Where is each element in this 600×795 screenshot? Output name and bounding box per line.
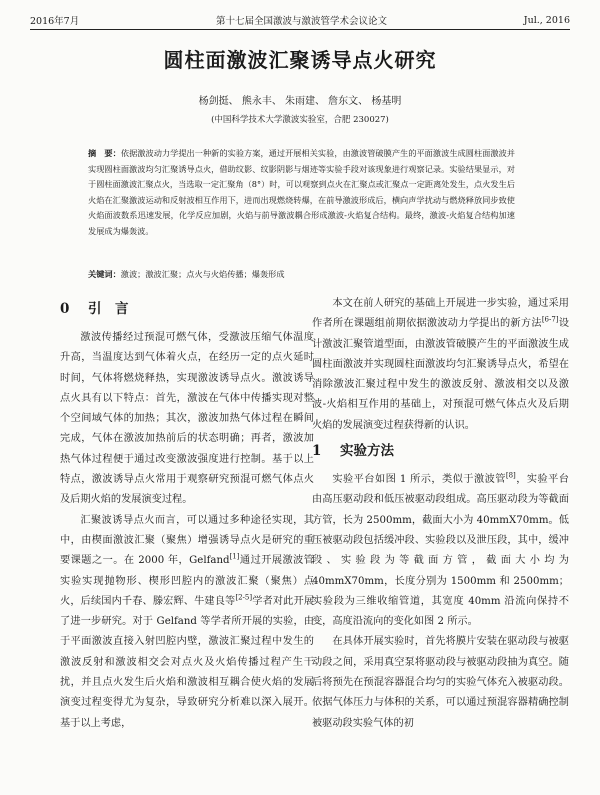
paragraph-text: 汇聚波诱导点火而言，可以通过多种途径实现，其中，由楔面激波汇聚（聚焦）增强诱导点火是研究的重要课题之一。在 2000 年，Gelfand xyxy=(60,514,314,567)
left-column xyxy=(60,294,314,734)
paper-authors: 杨剑挺、 熊永丰、 朱雨建、 詹东文、 杨基明 xyxy=(198,96,402,107)
running-header xyxy=(30,12,570,28)
abstract xyxy=(88,146,515,240)
abstract-label: 摘 要： xyxy=(88,148,121,158)
section-heading-method xyxy=(312,440,569,462)
citation: [6-7] xyxy=(541,315,559,324)
section-title: 引 言 xyxy=(88,301,129,317)
keywords-label: 关键词： xyxy=(88,269,121,279)
section-heading-intro xyxy=(60,298,314,320)
paragraph-text: 学者对此开展了进一步研究。对于 Gelfand 等学者所开展的实验，由于平面激波直接入射凹腔内壁，激波汇聚过程中发生的激波反射和激波相交会对点火及火焰传播过程产生干扰，并且点火发生后火焰和激波相互耦合使火焰的发展演变过程变得尤为复杂，导致研究分析难以深入展开。基于以上考虑， xyxy=(60,595,315,729)
paper-affiliation: (中国科学技术大学激波实验室，合肥 230027) xyxy=(211,115,389,125)
paragraph-text: 本文在前人研究的基础上开展进一步实验，通过采用作者所在课题组前期依据激波动力学提出的新方法 xyxy=(312,298,569,330)
citation: [2-5] xyxy=(235,593,253,602)
header-month: Jul., 2016 xyxy=(523,14,570,26)
citation: [1] xyxy=(229,552,240,561)
paragraph xyxy=(60,511,314,734)
section-number: 0 xyxy=(60,301,70,317)
paragraph-text: ，实验平台由高压驱动段和低压被驱动段组成。高压驱动段为等截面方管，长为 2500mm，截面大小为 40mmX70mm。低压被驱动段包括缓冲段、实验段以及泄压段，其中，缓冲段、实验段为等截面方管，截面大小均为 40mmX70mm，长度分别为 1500mm 和 2500mm；实验段为三维收缩管道，其宽度 40mm 沿流向保持不变，高度沿流向的变化如图 2 所示。 xyxy=(312,474,569,628)
keywords xyxy=(88,267,515,282)
right-column xyxy=(312,294,569,734)
section-number: 1 xyxy=(312,443,322,460)
paper-title: 圆柱面激波汇聚诱导点火研究 xyxy=(163,48,437,72)
paragraph: 激波传播经过预混可燃气体，受激波压缩气体温度升高，当温度达到气体着火点，在经历一定的点火延时时间，气体将燃烧释热，实现激波诱导点火。激波诱导点火具有以下特点：首先，激波在气体中传播实现对整个空间域气体的加热；其次，激波加热气体过程在瞬间完成，气体在激波加热前后的状态明确；再者，激波加热气体过程便于通过改变激波强度进行控制。基于以上特点，激波诱导点火常用于观察研究预混可燃气体点火及后期火焰的发展演变过程。 xyxy=(60,332,314,506)
abstract-text: 依据激波动力学提出一种新的实验方案，通过开展相关实验，由激波管破膜产生的平面激波生成圆柱面激波并实现圆柱面激波均匀汇聚诱导点火，借助纹影、纹影阴影与烟迹等实验手段对该现象进行观察记录。实验结果显示，对于圆柱面激波汇聚点火，当选取一定汇聚角（8°）时，可以观察到点火在汇聚点或汇聚点一定距离处发生，点火发生后火焰在汇聚激波运动和反射波相互作用下，进而出现燃烧转爆，在前导激波形成后，横向声学扰动与燃烧释放同步致使火焰面波数系迅速发展，化学反应加剧，火焰与前导激波耦合形成激波-火焰复合结构。最终，激波-火焰复合结构加速发展成为爆轰波。 xyxy=(88,148,515,236)
header-rule xyxy=(30,29,570,30)
keywords-text: 激波；激波汇聚；点火与火焰传播；爆轰形成 xyxy=(120,269,285,279)
paragraph-text: 实验平台如图 1 所示，类似于激波管 xyxy=(332,474,506,486)
paragraph: 在具体开展实验时，首先将膜片安装在驱动段与被驱动段之间，采用真空泵将驱动段与被驱动段抽为真空。随后将预先在预混容器混合均匀的实验气体充入被驱动段。依据气体压力与体积的关系，可以通过预混容器精确控制被驱动段实验气体的初 xyxy=(312,636,569,729)
paragraph xyxy=(312,470,569,632)
paragraph-text: 设计激波汇聚管道型面，由激波管破膜产生的平面激波生成圆柱面激波并实现圆柱面激波均匀汇聚诱导点火，希望在消除激波汇聚过程中发生的激波反射、激波相交以及激波-火焰相互作用的基础上，对预混可燃气体点火及后期火焰的发展演变过程获得新的认识。 xyxy=(312,318,570,431)
citation: [8] xyxy=(505,471,516,480)
paragraph xyxy=(312,294,569,436)
header-conference: 第十七届全国激波与激波管学术会议论文 xyxy=(216,16,388,27)
header-date: 2016年7月 xyxy=(30,16,80,27)
paragraph-text: 通过开展激波管实验实现抛物形、楔形凹腔内的激波汇聚（聚焦）点火，后续国内千春、滕宏辉、牛建良等 xyxy=(60,555,314,607)
section-title: 实验方法 xyxy=(340,443,394,460)
